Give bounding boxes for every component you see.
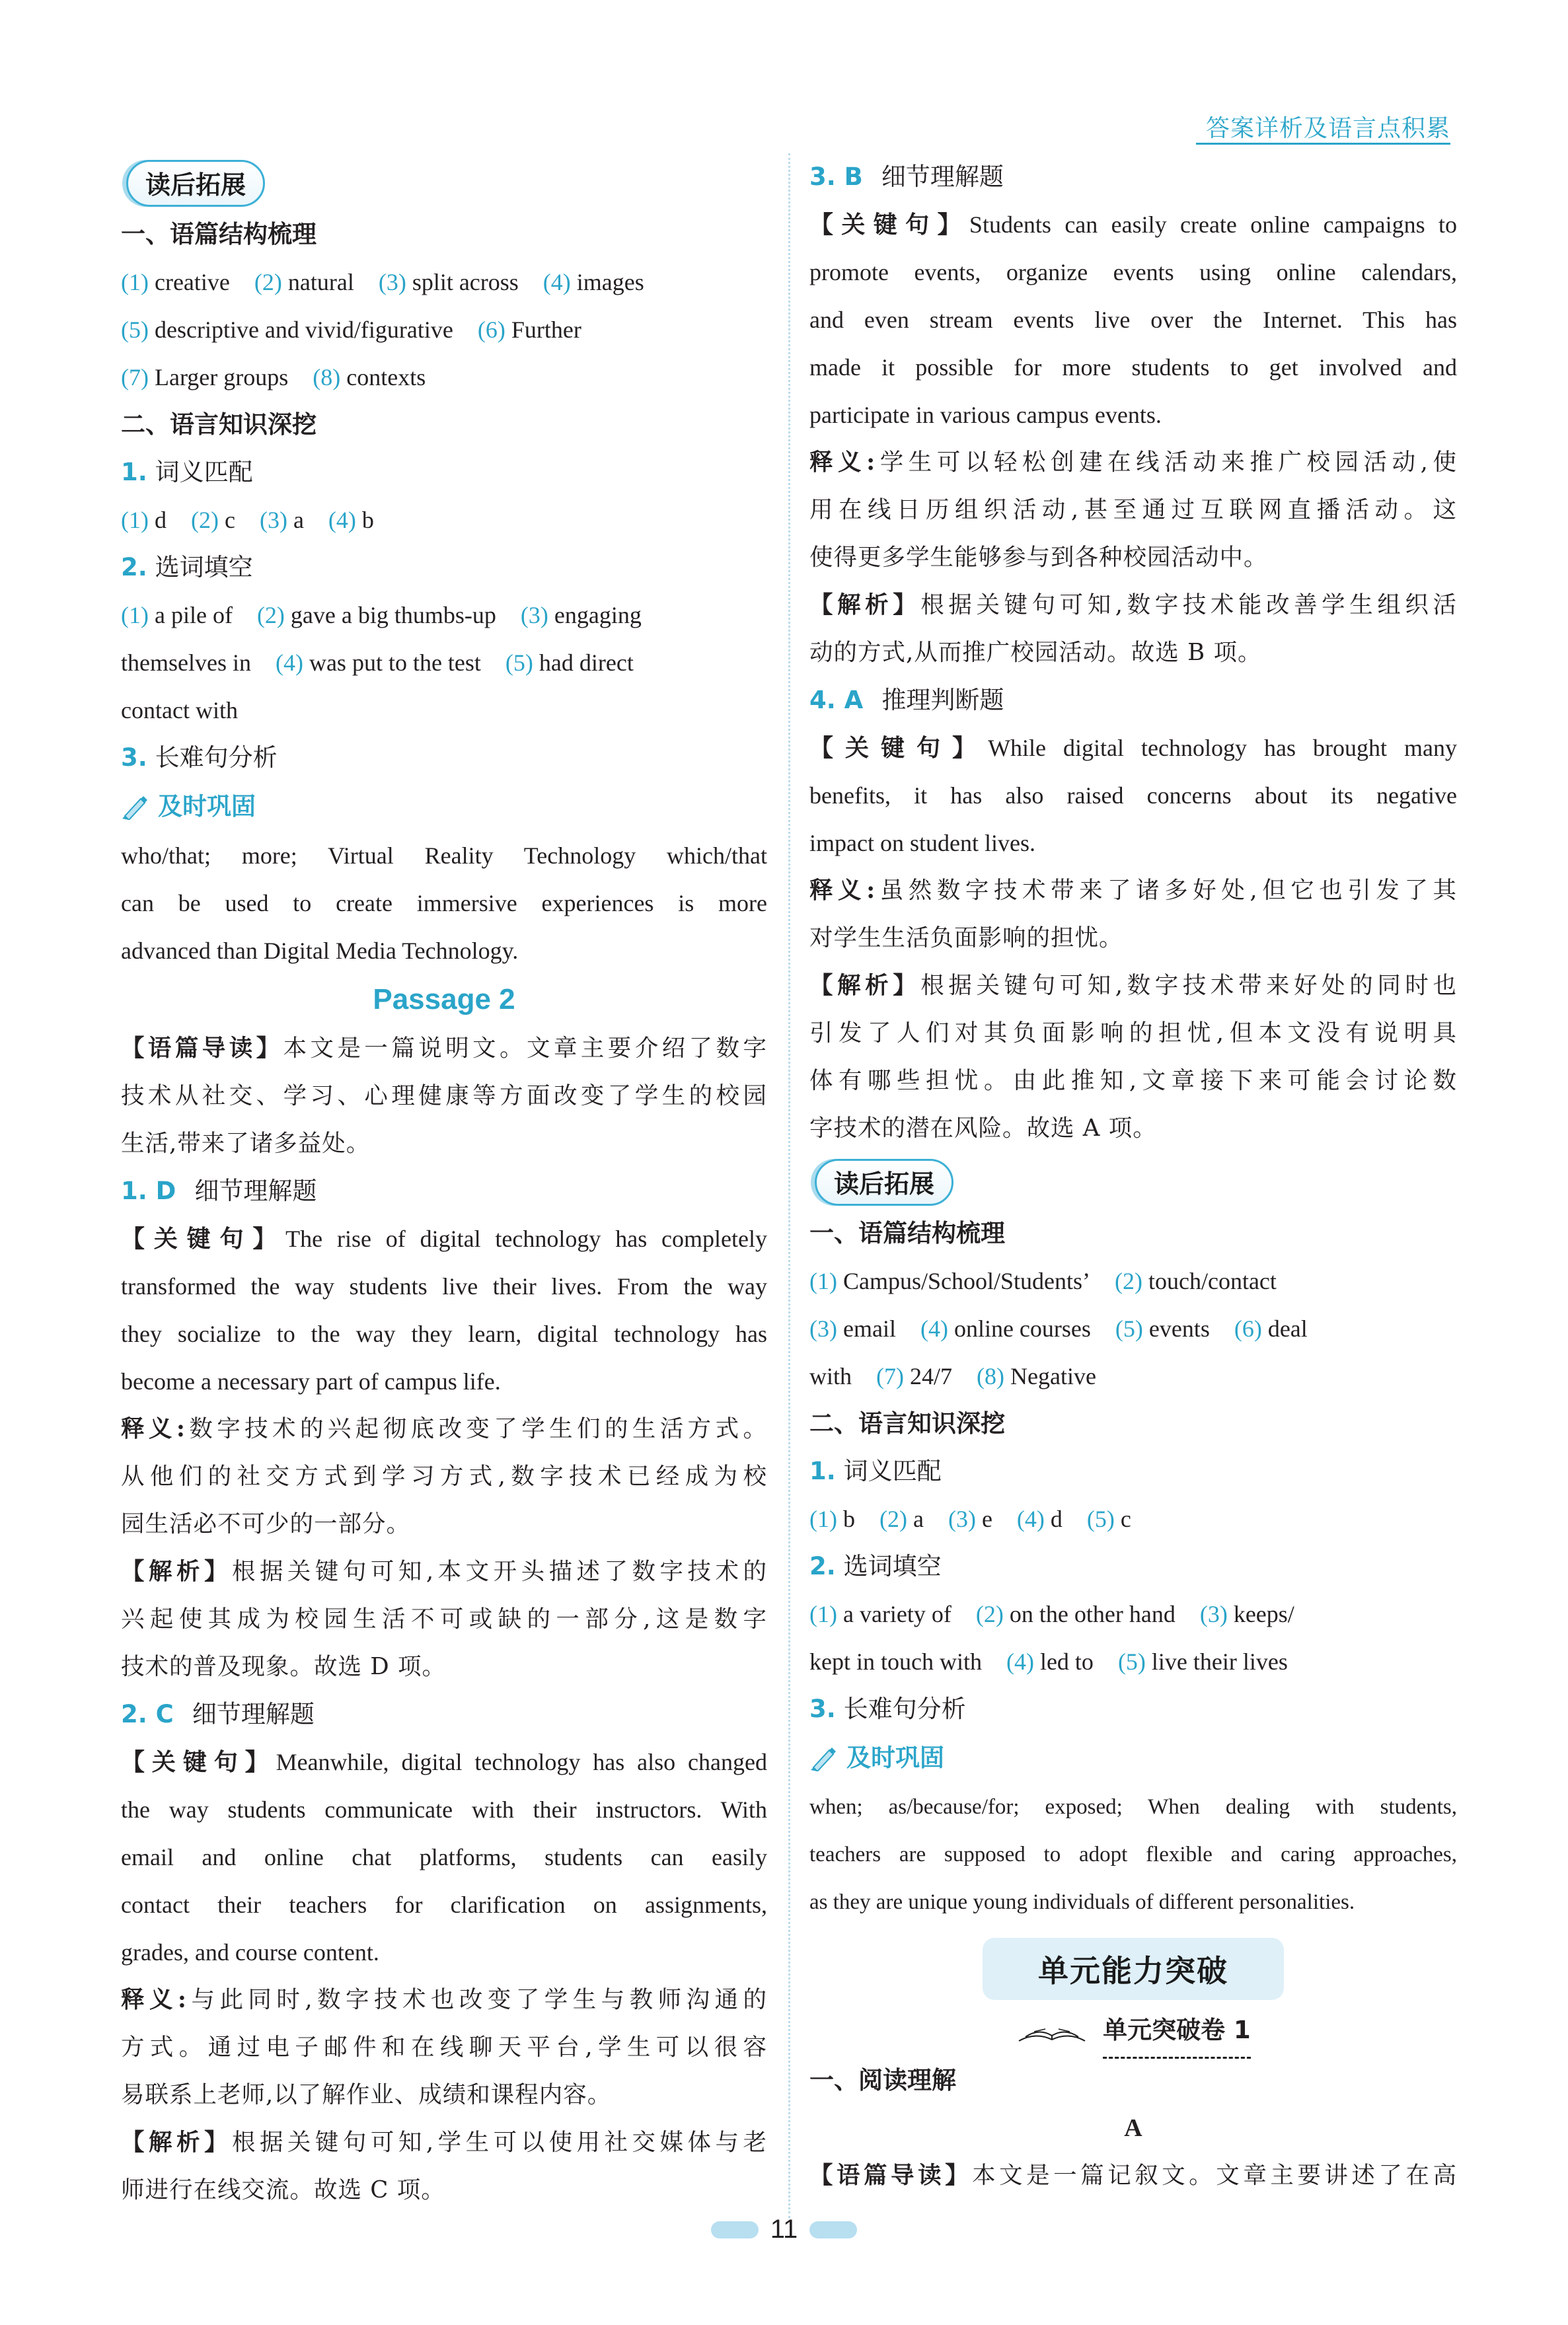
key-sentence: promote events, organize events using online calendars, <box>809 259 1457 285</box>
key-sentence: participate in various campus events. <box>809 402 1162 428</box>
explanation: 释义:学生可以轻松创建在线活动来推广校园活动,使 <box>809 449 1457 476</box>
running-header: 答案详析及语言点积累 <box>1205 115 1450 142</box>
analysis: 【解析】根据关键句可知,本文开头描述了数字技术的 <box>121 1558 767 1585</box>
analysis: 【解析】根据关键句可知,数字技术能改善学生组织活 <box>809 591 1457 618</box>
structure-answers-line: (7) Larger groups (8) contexts <box>121 364 426 390</box>
q1-heading: 1. 词义匹配 <box>121 458 253 486</box>
explanation: 释义:与此同时,数字技术也改变了学生与教师沟通的 <box>121 1986 767 2013</box>
explanation: 易联系上老师,以了解作业、成绩和课程内容。 <box>121 2081 612 2108</box>
analysis: 字技术的潜在风险。故选 A 项。 <box>809 1115 1157 1142</box>
consolidate-answer: as they are unique young individuals of different personalities. <box>809 1890 1355 1914</box>
guide-line: 【语篇导读】本文是一篇记叙文。文章主要讲述了在高 <box>809 2162 1457 2189</box>
q1-heading: 1. 词义匹配 <box>809 1457 942 1485</box>
footer-bar-right <box>809 2221 857 2238</box>
q1-answers: (1) d (2) c (3) a (4) b <box>121 507 374 533</box>
key-sentence: impact on student lives. <box>809 830 1035 856</box>
guide-line: 生活,带来了诸多益处。 <box>121 1130 371 1157</box>
explanation: 方式。通过电子邮件和在线聊天平台,学生可以很容 <box>121 2034 767 2061</box>
analysis: 师进行在线交流。故选 C 项。 <box>121 2176 445 2203</box>
analysis: 引发了人们对其负面影响的担忧,但本文没有说明具 <box>809 1019 1457 1047</box>
explanation: 使得更多学生能够参与到各种校园活动中。 <box>809 544 1268 571</box>
footer-bar-left <box>711 2221 759 2238</box>
q2-answers: kept in touch with (4) led to (5) live their lives <box>809 1648 1288 1675</box>
consolidate-answer: can be used to create immersive experiences is more <box>121 890 767 916</box>
structure-answers-line: (1) Campus/School/Students’ (2) touch/contact <box>809 1268 1277 1294</box>
q2-heading: 2. 选词填空 <box>809 1552 942 1580</box>
key-sentence: email and online chat platforms, students can easily <box>121 1844 767 1870</box>
consolidate-heading: 及时巩固 <box>121 782 767 832</box>
consolidate-answer: when; as/because/for; exposed; When dealing with students, <box>809 1795 1457 1819</box>
analysis: 【解析】根据关键句可知,数字技术带来好处的同时也 <box>809 972 1457 999</box>
explanation: 释义:数字技术的兴起彻底改变了学生们的生活方式。 <box>121 1415 767 1442</box>
key-sentence: the way students communicate with their instructors. With <box>121 1796 767 1823</box>
after-reading-badge: 读后拓展 <box>815 1159 953 1206</box>
test-paper-title: 单元突破卷 1 <box>809 2007 1457 2057</box>
analysis: 动的方式,从而推广校园活动。故选 B 项。 <box>809 639 1262 666</box>
page-number: 11 <box>770 2215 798 2244</box>
analysis: 体有哪些担忧。由此推知,文章接下来可能会讨论数 <box>809 1067 1457 1094</box>
explanation: 园生活必不可少的一部分。 <box>121 1510 411 1537</box>
key-sentence: they socialize to the way they learn, digital technology has <box>121 1321 767 1347</box>
answer-3-heading: 3. B 细节理解题 <box>809 163 1004 191</box>
key-sentence: 【关键句】Meanwhile, digital technology has also changed <box>121 1749 767 1775</box>
key-sentence: transformed the way students live their lives. From the way <box>121 1273 767 1300</box>
key-sentence: become a necessary part of campus life. <box>121 1368 501 1395</box>
q2-answers: (1) a variety of (2) on the other hand (3) keeps/ <box>809 1601 1294 1627</box>
consolidate-answer: who/that; more; Virtual Reality Technology which/that <box>121 842 767 869</box>
q2-heading: 2. 选词填空 <box>121 553 253 581</box>
q3-heading: 3. 长难句分析 <box>121 743 278 772</box>
key-sentence: 【关键句】While digital technology has brought many <box>809 735 1457 761</box>
book-icon <box>1016 2018 1088 2045</box>
q2-answers: (1) a pile of (2) gave a big thumbs-up (3) engaging <box>121 602 642 628</box>
key-sentence: 【关键句】Students can easily create online campaigns to <box>809 211 1457 238</box>
answer-4-heading: 4. A 推理判断题 <box>809 686 1004 714</box>
q2-answers: contact with <box>121 697 238 723</box>
reading-heading: 一、阅读理解 <box>809 2066 956 2094</box>
structure-answers-line: (3) email (4) online courses (5) events (6) deal <box>809 1315 1308 1342</box>
language-heading: 二、语言知识深挖 <box>809 1409 1005 1438</box>
answer-2-heading: 2. C 细节理解题 <box>121 1700 315 1728</box>
key-sentence: grades, and course content. <box>121 1939 379 1966</box>
explanation: 用在线日历组织活动,甚至通过互联网直播活动。这 <box>809 496 1457 523</box>
pencil-icon <box>809 1745 839 1771</box>
pencil-icon <box>121 793 150 820</box>
key-sentence: and even stream events live over the Internet. This has <box>809 307 1457 333</box>
left-column <box>121 153 767 2214</box>
q2-answers: themselves in (4) was put to the test (5) had direct <box>121 649 634 676</box>
analysis: 兴起使其成为校园生活不可或缺的一部分,这是数字 <box>121 1605 767 1633</box>
analysis: 【解析】根据关键句可知,学生可以使用社交媒体与老 <box>121 2129 767 2156</box>
structure-answers-line: (5) descriptive and vivid/figurative (6) Further <box>121 316 581 343</box>
consolidate-heading: 及时巩固 <box>809 1733 1457 1783</box>
key-sentence: 【关键句】The rise of digital technology has completely <box>121 1226 767 1252</box>
page-footer <box>0 2215 1568 2244</box>
part-a-label: A <box>1124 2114 1142 2142</box>
after-reading-badge: 读后拓展 <box>126 160 265 207</box>
explanation: 释义:虽然数字技术带来了诸多好处,但它也引发了其 <box>809 877 1457 904</box>
answer-1-heading: 1. D 细节理解题 <box>121 1177 317 1205</box>
guide-line: 技术从社交、学习、心理健康等方面改变了学生的校园 <box>121 1082 767 1109</box>
key-sentence: contact their teachers for clarification on assignments, <box>121 1892 767 1918</box>
explanation: 从他们的社交方式到学习方式,数字技术已经成为校 <box>121 1463 767 1490</box>
header-underline <box>1196 143 1450 145</box>
key-sentence: made it possible for more students to get involved and <box>809 354 1457 381</box>
q3-heading: 3. 长难句分析 <box>809 1695 966 1723</box>
passage-title: Passage 2 <box>373 983 515 1015</box>
guide-line: 【语篇导读】本文是一篇说明文。文章主要介绍了数字 <box>121 1035 767 1062</box>
consolidate-answer: advanced than Digital Media Technology. <box>121 938 519 964</box>
structure-heading: 一、语篇结构梳理 <box>809 1219 1005 1247</box>
explanation: 对学生生活负面影响的担忧。 <box>809 924 1123 951</box>
key-sentence: benefits, it has also raised concerns about its negative <box>809 782 1457 809</box>
q1-answers: (1) b (2) a (3) e (4) d (5) c <box>809 1506 1131 1532</box>
consolidate-answer: teachers are supposed to adopt flexible and caring approaches, <box>809 1843 1457 1866</box>
structure-heading: 一、语篇结构梳理 <box>121 220 317 248</box>
column-divider <box>788 153 790 2218</box>
right-column <box>809 153 1457 2199</box>
structure-answers-line: with (7) 24/7 (8) Negative <box>809 1363 1096 1389</box>
language-heading: 二、语言知识深挖 <box>121 410 317 439</box>
analysis: 技术的普及现象。故选 D 项。 <box>121 1653 447 1680</box>
structure-answers-line: (1) creative (2) natural (3) split across (4) images <box>121 269 644 295</box>
unit-title: 单元能力突破 <box>983 1938 1284 2000</box>
